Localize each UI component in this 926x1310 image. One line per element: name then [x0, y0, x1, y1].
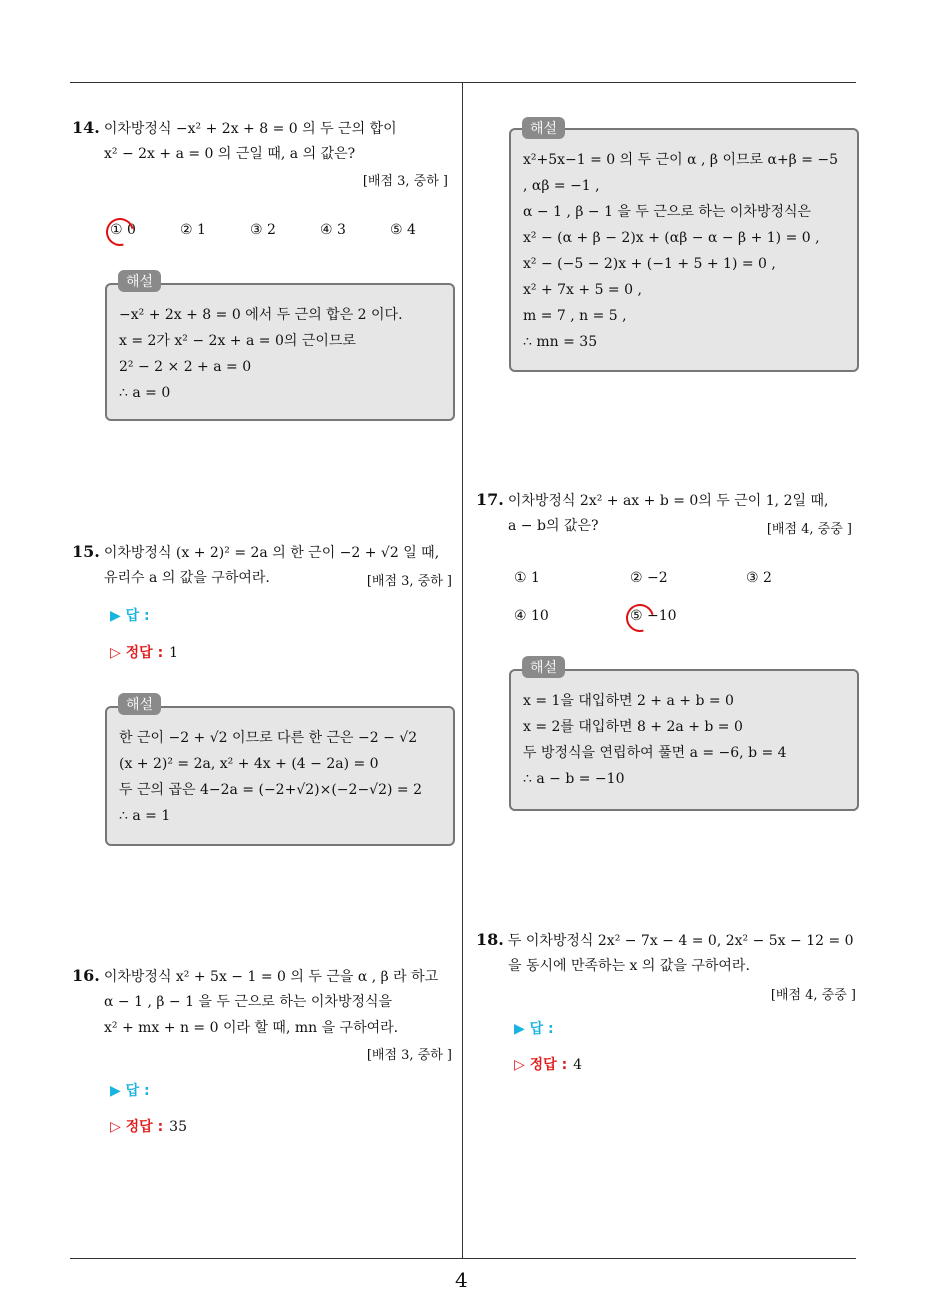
solution-box [509, 669, 859, 811]
question-number: 16. [72, 966, 100, 985]
question-number: 15. [72, 542, 100, 561]
score-meta: [배점 4, 중중 ] [770, 988, 856, 1003]
solution-tag: 해설 [118, 693, 161, 715]
solution-line: ∴ mn = 35 [523, 334, 598, 350]
correct-label: ▷ 정답 : [110, 1119, 164, 1135]
choice-1[interactable]: ① 1 [514, 570, 540, 586]
solution-line: x² − (−5 − 2)x + (−1 + 5 + 1) = 0 , [523, 256, 776, 272]
solution-line: ∴ a − b = −10 [523, 771, 625, 787]
solution-tag: 해설 [522, 656, 565, 678]
answer-label: ▶ 답 : [514, 1021, 554, 1037]
solution-tag: 해설 [522, 117, 565, 139]
correct-value: 4 [573, 1057, 583, 1073]
solution-line: x² + 7x + 5 = 0 , [523, 282, 642, 298]
correct-value: 35 [169, 1119, 187, 1135]
solution-line: −x² + 2x + 8 = 0 에서 두 근의 합은 2 이다. [119, 307, 403, 323]
question-number: 17. [476, 490, 504, 509]
solution-line: x²+5x−1 = 0 의 두 근이 α , β 이므로 α+β = −5 [523, 152, 839, 168]
choice-4[interactable]: ④ 3 [320, 222, 346, 238]
score-meta: [배점 3, 중하 ] [366, 574, 452, 589]
question-text: 두 이차방정식 2x² − 7x − 4 = 0, 2x² − 5x − 12 = 0 [507, 933, 854, 949]
solution-line: 한 근이 −2 + √2 이므로 다른 한 근은 −2 − √2 [119, 730, 418, 746]
score-meta: [배점 4, 중중 ] [766, 522, 852, 537]
answer-label: ▶ 답 : [110, 608, 150, 624]
solution-line: 2² − 2 × 2 + a = 0 [119, 359, 252, 375]
selected-mark-icon [101, 213, 139, 251]
question-text: x² − 2x + a = 0 의 근일 때, a 의 값은? [104, 146, 356, 162]
selected-mark-icon [621, 599, 659, 637]
bottom-rule [70, 1258, 856, 1259]
page-number: 4 [455, 1268, 468, 1292]
solution-line: x = 2를 대입하면 8 + 2a + b = 0 [523, 719, 743, 735]
answer-label: ▶ 답 : [110, 1083, 150, 1099]
choice-4[interactable]: ④ 10 [514, 608, 549, 624]
choice-3[interactable]: ③ 2 [250, 222, 276, 238]
choice-1[interactable]: ① 0 [110, 222, 136, 238]
solution-line: x = 2가 x² − 2x + a = 0의 근이므로 [119, 333, 356, 349]
choice-3[interactable]: ③ 2 [746, 570, 772, 586]
question-text: 이차방정식 x² + 5x − 1 = 0 의 두 근을 α , β 라 하고 [103, 969, 439, 985]
solution-line: 두 방정식을 연립하여 풀면 a = −6, b = 4 [523, 745, 787, 761]
solution-line: 두 근의 곱은 4−2a = (−2+√2)×(−2−√2) = 2 [119, 782, 423, 798]
solution-line: , αβ = −1 , [523, 178, 600, 194]
choice-5[interactable]: ⑤ −10 [630, 608, 677, 624]
question-text: 을 동시에 만족하는 x 의 값을 구하여라. [508, 958, 750, 974]
correct-label: ▷ 정답 : [110, 645, 164, 661]
question-text: a − b의 값은? [508, 518, 599, 534]
question-text: 이차방정식 −x² + 2x + 8 = 0 의 두 근의 합이 [103, 121, 397, 137]
solution-box [509, 128, 859, 372]
question-text: α − 1 , β − 1 을 두 근으로 하는 이차방정식을 [104, 994, 393, 1010]
solution-line: (x + 2)² = 2a, x² + 4x + (4 − 2a) = 0 [119, 756, 379, 772]
score-meta: [배점 3, 중하 ] [362, 174, 448, 189]
choice-5[interactable]: ⑤ 4 [390, 222, 416, 238]
solution-line: x = 1을 대입하면 2 + a + b = 0 [523, 693, 734, 709]
score-meta: [배점 3, 중하 ] [366, 1048, 452, 1063]
column-divider [462, 82, 463, 1258]
question-text: x² + mx + n = 0 이라 할 때, mn 을 구하여라. [104, 1020, 399, 1036]
choice-2[interactable]: ② −2 [630, 570, 668, 586]
solution-box [105, 706, 455, 846]
solution-line: ∴ a = 0 [119, 385, 171, 401]
solution-box [105, 283, 455, 421]
solution-line: ∴ a = 1 [119, 808, 171, 824]
correct-value: 1 [169, 645, 179, 661]
question-number: 18. [476, 930, 504, 949]
question-text: 이차방정식 2x² + ax + b = 0의 두 근이 1, 2일 때, [507, 493, 829, 509]
solution-tag: 해설 [118, 270, 161, 292]
solution-line: m = 7 , n = 5 , [523, 308, 627, 324]
solution-line: α − 1 , β − 1 을 두 근으로 하는 이차방정식은 [523, 204, 812, 220]
question-text: 유리수 a 의 값을 구하여라. [104, 570, 270, 586]
top-rule [70, 82, 856, 83]
correct-label: ▷ 정답 : [514, 1057, 568, 1073]
solution-line: x² − (α + β − 2)x + (αβ − α − β + 1) = 0 , [523, 230, 820, 246]
question-number: 14. [72, 118, 100, 137]
choice-2[interactable]: ② 1 [180, 222, 206, 238]
question-text: 이차방정식 (x + 2)² = 2a 의 한 근이 −2 + √2 일 때, [103, 545, 440, 561]
